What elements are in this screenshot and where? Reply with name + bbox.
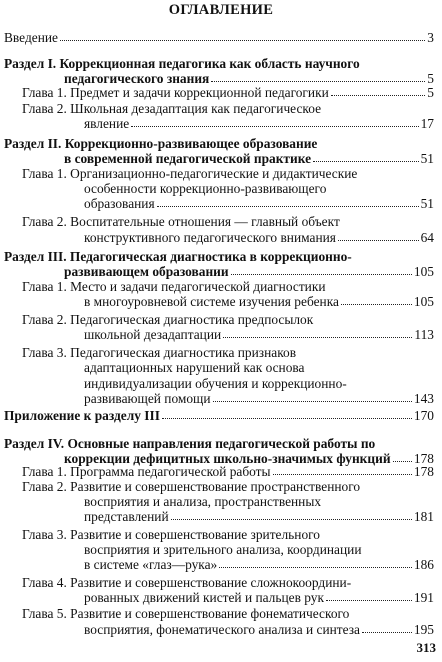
toc-entry-line xyxy=(4,249,434,265)
toc-entry-text: представлений xyxy=(84,509,169,525)
dot-leader xyxy=(362,631,412,633)
dot-leader xyxy=(211,80,425,82)
toc-entry-text: Раздел III. Педагогическая диагностика в коррекционно- xyxy=(4,248,352,264)
toc-entry-text: Глава 4. Развитие и совершенствование сложнокоордини- xyxy=(22,575,352,591)
toc-entry-text: развивающем образовании xyxy=(64,263,229,279)
dot-leader xyxy=(341,303,412,305)
toc-entry-line xyxy=(22,101,434,117)
dot-leader xyxy=(338,239,419,241)
dot-leader xyxy=(219,566,412,568)
toc-entry-line xyxy=(22,214,434,230)
toc-entry-line xyxy=(84,327,434,343)
toc-entry-text: Глава 2. Школьная дезадаптация как педагогическое xyxy=(22,101,322,117)
toc-entry-text: особенности коррекционно-развивающего xyxy=(84,180,327,196)
toc-entry-line xyxy=(22,479,434,495)
toc-entry-text: образования xyxy=(84,195,155,211)
toc-entry-line xyxy=(84,196,434,212)
toc-page-ref: 113 xyxy=(414,327,434,343)
toc-entry-text: в многоуровневой системе изучения ребенка xyxy=(84,294,339,310)
toc-entry-text: Глава 1. Предмет и задачи коррекционной педагогики xyxy=(22,85,329,101)
toc-entry-text: Раздел IV. Основные направления педагогической работы по xyxy=(4,435,376,451)
toc-entry-line xyxy=(22,464,434,480)
toc-entry-line xyxy=(84,494,434,510)
toc-entry-line xyxy=(64,151,434,167)
toc-entry-line xyxy=(22,606,434,622)
toc-page-ref: 105 xyxy=(413,294,434,310)
toc-entry-line xyxy=(84,622,434,638)
toc-page-ref: 170 xyxy=(413,408,434,424)
toc-entry-text: школьной дезадаптации xyxy=(84,327,222,343)
toc-page-ref: 178 xyxy=(413,450,434,466)
toc-entry-text: Приложение к разделу III xyxy=(4,408,160,424)
dot-leader xyxy=(162,417,412,419)
dot-leader xyxy=(157,205,419,207)
toc-entry-line xyxy=(22,312,434,328)
toc-entry-line xyxy=(64,264,434,280)
toc-entry-line xyxy=(84,294,434,310)
toc-page-ref: 5 xyxy=(427,85,434,101)
toc-entry-text: Глава 2. Развитие и совершенствование пространственного xyxy=(22,479,361,495)
toc-page-ref: 3 xyxy=(427,30,434,45)
toc-entry-line xyxy=(4,436,434,452)
dot-leader xyxy=(273,473,412,475)
toc-entry-text: Глава 1. Организационно-педагогические и дидактические xyxy=(22,165,358,181)
toc-page-ref: 51 xyxy=(420,151,434,167)
toc-entry-line xyxy=(84,557,434,573)
toc-entry-line xyxy=(4,30,434,46)
toc-entry-line xyxy=(22,527,434,543)
toc-entry-text: коррекции дефицитных школьно-значимых функций xyxy=(64,450,391,466)
dot-leader xyxy=(326,599,412,601)
dot-leader xyxy=(393,460,412,462)
dot-leader xyxy=(331,94,426,96)
toc-page-ref: 64 xyxy=(420,229,434,245)
toc-page-ref: 181 xyxy=(413,509,434,525)
toc-page-ref: 195 xyxy=(413,621,434,637)
toc-entry-text: рованных движений кистей и пальцев рук xyxy=(84,590,324,606)
toc-entry-text: восприятия и зрительного анализа, координации xyxy=(84,542,362,558)
toc-entry-line xyxy=(22,85,434,101)
dot-leader xyxy=(231,273,412,275)
toc-entry-line xyxy=(84,181,434,197)
toc-page-ref: 186 xyxy=(413,557,434,573)
toc-entry-line xyxy=(22,575,434,591)
toc-entry-line xyxy=(22,345,434,361)
toc-entry-text: Глава 1. Место и задачи педагогической диагностики xyxy=(22,279,326,295)
toc-entry-text: педагогического знания xyxy=(64,70,210,86)
toc-entry-text: восприятия и анализа, пространственных xyxy=(84,494,322,510)
toc-entry-text: Глава 3. Педагогическая диагностика признаков xyxy=(22,345,297,361)
toc-entry-text: индивидуализации обучения и коррекционно- xyxy=(84,375,347,391)
toc-entry-text: в системе «глаз—рука» xyxy=(84,557,218,573)
toc-entry-text: Глава 5. Развитие и совершенствование фонематического xyxy=(22,606,350,622)
toc-entry-line xyxy=(84,360,434,376)
toc-entry-text: Глава 2. Педагогическая диагностика предпосылок xyxy=(22,312,314,328)
toc-entry-text: Глава 3. Развитие и совершенствование зрительного xyxy=(22,527,321,543)
toc-entry-line xyxy=(22,279,434,295)
toc-entry-text: в современной педагогической практике xyxy=(64,151,312,167)
toc-heading: ОГЛАВЛЕНИЕ xyxy=(168,2,274,18)
toc-entry-line xyxy=(84,590,434,606)
toc-entry-line xyxy=(84,376,434,392)
dot-leader xyxy=(60,39,425,41)
toc-entry-text: адаптационных нарушений как основа xyxy=(84,360,305,376)
toc-page-ref: 51 xyxy=(420,195,434,211)
toc-entry-text: Раздел I. Коррекционная педагогика как область научного xyxy=(4,55,360,71)
toc-entry-text: развивающей помощи xyxy=(84,390,211,406)
toc-entry-line xyxy=(84,230,434,246)
toc-page-ref: 105 xyxy=(413,263,434,279)
toc-entry-text: конструктивного педагогического внимания xyxy=(84,229,336,245)
page-number: 313 xyxy=(416,640,436,655)
toc-entry-line xyxy=(4,56,434,72)
toc-entry-text: Глава 1. Программа педагогической работы xyxy=(22,463,271,479)
toc-page-ref: 178 xyxy=(413,463,434,479)
toc-entry-text: явление xyxy=(84,116,130,132)
toc-entry-line xyxy=(22,166,434,182)
dot-leader xyxy=(131,125,418,127)
toc-entry-text: Введение xyxy=(4,30,58,45)
toc-page-ref: 143 xyxy=(413,390,434,406)
toc-entry-line xyxy=(84,391,434,407)
toc-entry-line xyxy=(84,542,434,558)
dot-leader xyxy=(171,518,412,520)
toc-page-ref: 191 xyxy=(413,590,434,606)
dot-leader xyxy=(213,400,412,402)
toc-entry-line xyxy=(84,509,434,525)
toc-entry-text: Раздел II. Коррекционно-развивающее образование xyxy=(4,136,318,152)
toc-entry-text: восприятия, фонематического анализа и синтеза xyxy=(84,621,360,637)
toc-entry-line xyxy=(64,71,434,87)
toc-page-ref: 17 xyxy=(420,116,434,132)
toc-entry-line xyxy=(4,408,434,424)
dot-leader xyxy=(313,160,419,162)
toc-entry-text: Глава 2. Воспитательные отношения — главный объект xyxy=(22,214,340,230)
toc-page-ref: 5 xyxy=(427,70,434,86)
toc-entry-line xyxy=(4,136,434,152)
dot-leader xyxy=(223,336,412,338)
toc-entry-line xyxy=(84,116,434,132)
